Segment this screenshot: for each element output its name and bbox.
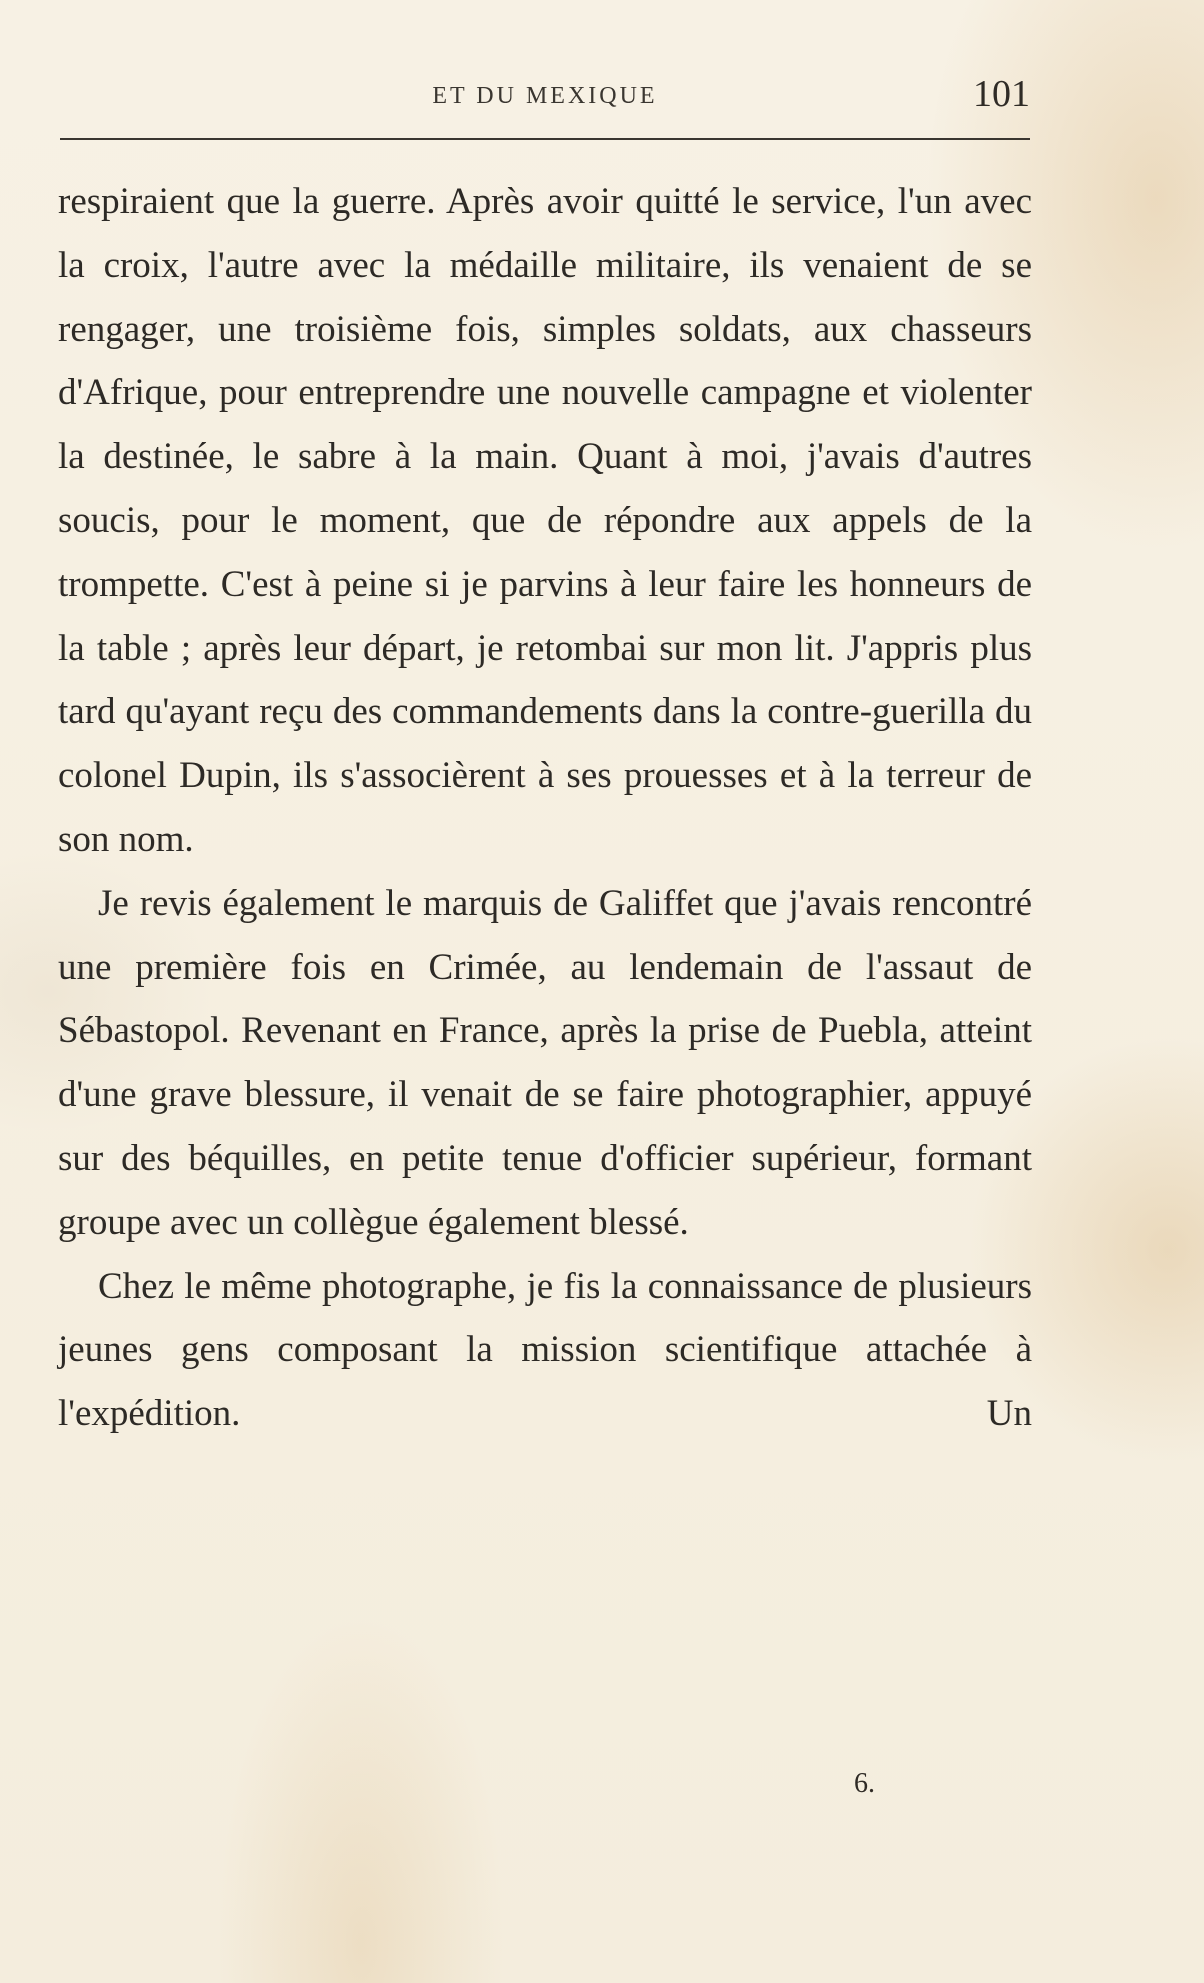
- page-number: 101: [973, 73, 1030, 115]
- running-title: ET DU MEXIQUE: [432, 83, 658, 109]
- header-rule: [60, 138, 1030, 140]
- signature-mark: 6.: [854, 1768, 875, 1799]
- running-head: [60, 73, 1030, 118]
- paragraph-3: Chez le même photographe, je fis la connaissance de plusieurs jeunes gens composant la mission scientifique attachée à l'expédition. Un: [58, 1265, 1032, 1435]
- paragraph-1: respiraient que la guerre. Après avoir quitté le service, l'un avec la croix, l'autre avec la médaille militaire, ils venaient de se rengager, une troisième fois, simples soldats, aux chasseurs d'Afrique, pour entreprendre une nouvelle campagne et violenter la destinée, le sabre à la main. Quant à moi, j'avais d'autres soucis, pour le moment, que de répondre aux appels de la trompette. C'est à peine si je parvins à leur faire les honneurs de la table ; après leur départ, je retombai sur mon lit. J'appris plus tard qu'ayant reçu des commandements dans la contre-guerilla du colonel Dupin, ils s'associèrent à ses prouesses et à la terreur de son nom.: [58, 181, 1032, 860]
- paragraph-2: Je revis également le marquis de Galiffet que j'avais rencontré une première fois en Crimée, au lendemain de l'assaut de Sébastopol. Revenant en France, après la prise de Puebla, atteint d'une grave blessure, il venait de se faire photographier, appuyé sur des béquilles, en petite tenue d'officier supérieur, formant groupe avec un collègue également blessé.: [58, 882, 1032, 1243]
- body-text: [58, 170, 1032, 1446]
